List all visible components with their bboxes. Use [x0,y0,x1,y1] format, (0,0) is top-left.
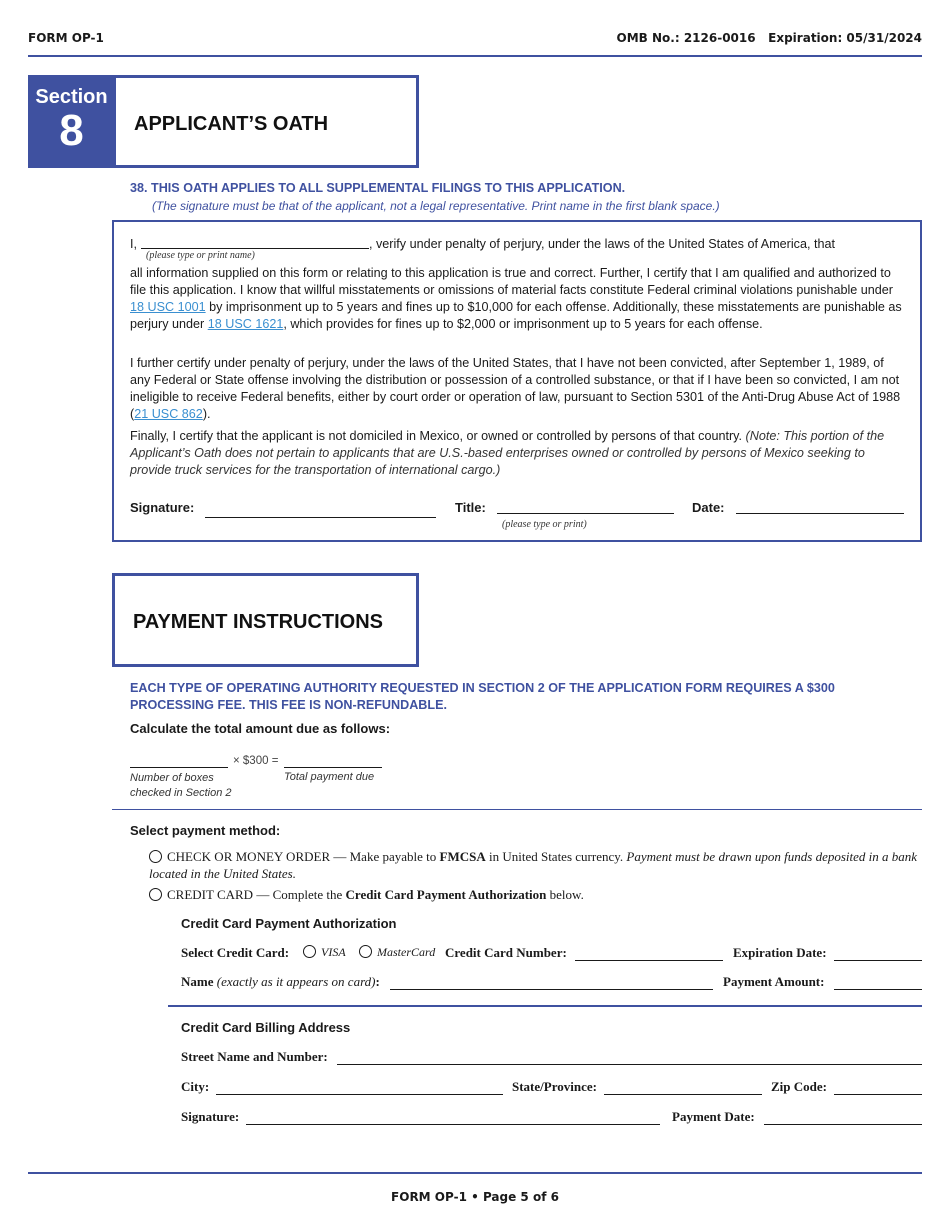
zip-field[interactable] [834,1094,922,1095]
payment-amount-label: Payment Amount: [723,974,825,989]
date-label: Date: [692,500,725,515]
billing-heading: Credit Card Billing Address [181,1020,351,1035]
divider-1 [112,809,922,810]
title-hint: (please type or print) [502,519,587,530]
footer-rule [28,1172,922,1174]
street-label: Street Name and Number: [181,1049,328,1064]
usc-1621-link[interactable]: 18 USC 1621 [207,317,284,331]
name-note: (exactly as it appears on card) [216,974,376,989]
cc-text-b: below. [549,887,584,902]
p1-text-a: all information supplied on this form or relating to this application is true and correct. Further, I certify that I am qualified and authorized to file this application. I know that willful misstatements or omissions of material facts constitute Federal criminal violations punishable under [130,266,893,297]
divider-2 [168,1005,922,1007]
street-field[interactable] [337,1064,922,1065]
name-label-group [181,974,380,990]
card-number-field[interactable] [575,960,723,961]
boxes-hint [130,771,232,801]
zip-label: Zip Code: [771,1079,827,1094]
expiration-date-field[interactable] [834,960,922,961]
section-number: 8 [59,106,84,155]
fee-notice: EACH TYPE OF OPERATING AUTHORITY REQUESTED IN SECTION 2 OF THE APPLICATION FORM REQUIRES A $300 PROCESSING FEE. THIS FEE IS NON-REFUNDABLE. [130,681,835,712]
usc-862-link[interactable]: 21 USC 862 [134,407,203,421]
visa-radio[interactable] [303,945,316,958]
section-title-box [113,75,419,168]
multiplier: × $300 = [233,755,279,767]
city-label: City: [181,1079,210,1094]
name-hint: (please type or print name) [146,250,255,261]
omb-number: OMB No.: 2126-0016 [616,31,756,45]
option-check[interactable] [149,848,919,882]
mastercard-radio[interactable] [359,945,372,958]
header-rule [28,55,922,57]
i-prefix: I, [130,237,137,251]
expiration-date-label: Expiration Date: [733,945,827,960]
item-38-note: (The signature must be that of the applicant, not a legal representative. Print name in the first blank space.) [152,199,720,213]
visa-option[interactable] [303,945,346,960]
name-colon: : [375,974,380,989]
p2-text-b: ). [202,407,211,421]
p3-text: Finally, I certify that the applicant is not domiciled in Mexico, or owned or controlled by persons of that country. [130,429,743,443]
cc-signature-field[interactable] [246,1124,660,1125]
oath-line-1: , verify under penalty of perjury, under the laws of the United States of America, that [369,237,835,251]
payment-amount-field[interactable] [834,989,922,990]
title-field[interactable] [497,513,674,514]
card-number-label: Credit Card Number: [445,945,567,960]
oath-paragraph-3 [130,428,906,479]
payment-title: PAYMENT INSTRUCTIONS [133,611,384,633]
signature-field[interactable] [205,517,436,518]
select-card-label: Select Credit Card: [181,945,290,960]
item-38-heading: 38. THIS OATH APPLIES TO ALL SUPPLEMENTAL FILINGS TO THIS APPLICATION. [130,181,626,195]
option-credit-card[interactable] [149,887,584,903]
mastercard-label: MasterCard [377,945,436,959]
p3-note: (Note: This portion of the Applicant’s Oath does not pertain to applicants that are U.S.-based enterprises owned or controlled by persons of Mexico seeking to provide truck services for the transportation of international cargo.) [130,429,885,477]
usc-1001-link[interactable]: 18 USC 1001 [130,300,206,314]
p2-text-a: I further certify under penalty of perjury, under the laws of the United States, that I have not been convicted, after September 1, 1989, of any Federal or State offense involving the distribution or possession of a controlled substance, or that if I have been so convicted, I am not ineligible to receive Federal benefits, either by court order or operation of law, pursuant to Section 5301 of the Anti-Drug Abuse Act of 1988 ( [130,356,901,421]
check-text-b: in United States currency. [488,849,624,864]
boxes-hint-1: Number of boxes [130,772,214,784]
cardholder-name-field[interactable] [390,989,713,990]
omb-info [617,31,922,45]
oath-paragraph-1 [130,265,906,333]
mastercard-option[interactable] [359,945,435,960]
section-label: Section [35,86,108,108]
total-due-field[interactable] [284,767,382,768]
p1-text-b: by imprisonment up to 5 years and fines up to $10,000 for each offense. Additionally, these misstatements are punishable as perjury under [130,300,902,331]
calc-heading: Calculate the total amount due as follows: [130,721,391,736]
payment-date-label: Payment Date: [672,1109,755,1124]
signature-label: Signature: [130,500,195,515]
visa-label: VISA [321,945,346,959]
oath-paragraph-2 [130,355,906,423]
state-label: State/Province: [512,1079,597,1094]
state-field[interactable] [604,1094,762,1095]
title-label: Title: [455,500,486,515]
footer-text: FORM OP-1 • Page 5 of 6 [391,1190,559,1204]
applicant-name-field[interactable] [141,248,369,249]
form-id: FORM OP-1 [28,31,104,45]
check-fmcsa: FMCSA [439,849,486,864]
date-field[interactable] [736,513,904,514]
check-note: Payment must be drawn upon funds deposited in a bank located in the United States. [149,849,918,881]
expiration: Expiration: 05/31/2024 [768,31,922,45]
check-text-a: CHECK OR MONEY ORDER — Make payable to [167,849,437,864]
payment-date-field[interactable] [764,1124,922,1125]
boxes-count-field[interactable] [130,767,228,768]
p1-text-c: , which provides for fines up to $2,000 or imprisonment up to 5 years for each offense. [283,317,763,331]
cc-text-bold: Credit Card Payment Authorization [345,887,547,902]
city-field[interactable] [216,1094,503,1095]
credit-card-radio[interactable] [149,888,162,901]
name-label: Name [181,974,214,989]
auth-heading: Credit Card Payment Authorization [181,916,397,931]
boxes-hint-2: checked in Section 2 [130,787,232,799]
section-badge [28,75,115,168]
cc-text-a: CREDIT CARD — Complete the [167,887,343,902]
check-radio[interactable] [149,850,162,863]
payment-title-box [112,573,419,667]
method-heading: Select payment method: [130,823,281,838]
total-hint: Total payment due [284,771,375,783]
cc-signature-label: Signature: [181,1109,240,1124]
section-title: APPLICANT’S OATH [134,113,329,135]
